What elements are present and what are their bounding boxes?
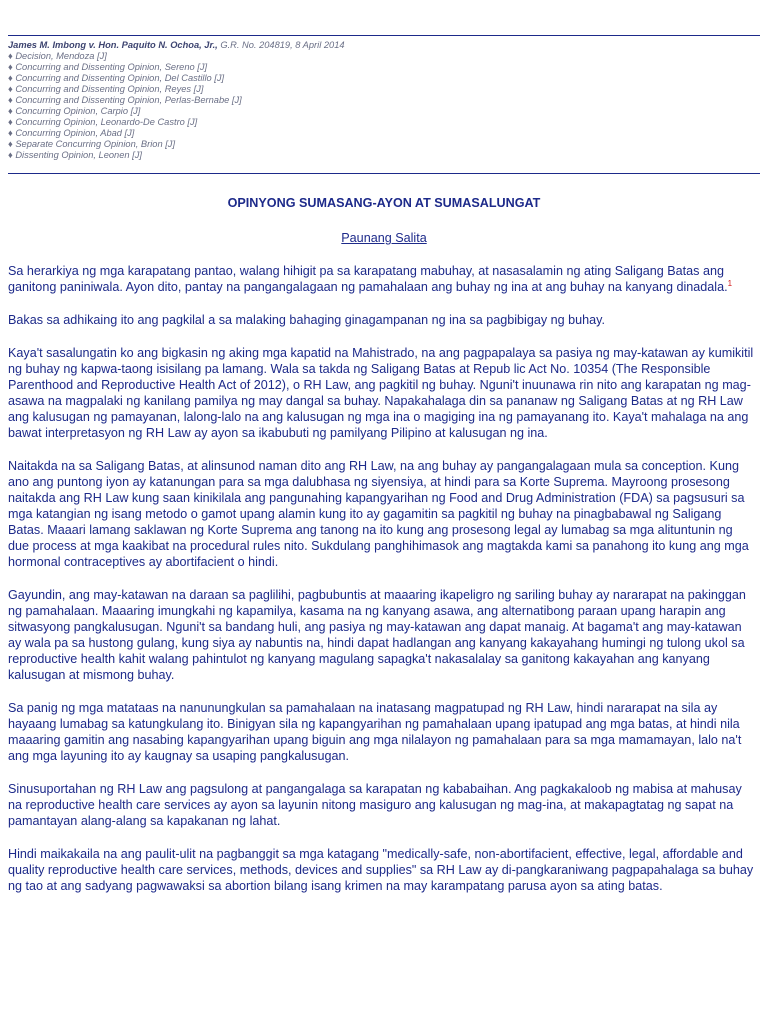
bullet-icon: ♦ [8,84,13,94]
opinion-link-leonen[interactable]: ♦ Dissenting Opinion, Leonen [J] [8,150,142,160]
top-divider [8,35,760,36]
opinion-link-leonardo-de-castro[interactable]: ♦ Concurring Opinion, Leonardo-De Castro [J] [8,117,198,127]
bullet-icon: ♦ [8,139,13,149]
bullet-icon: ♦ [8,95,13,105]
opinion-link-del-castillo[interactable]: ♦ Concurring and Dissenting Opinion, Del Castillo [J] [8,73,225,83]
bullet-icon: ♦ [8,128,13,138]
section-heading: Paunang Salita [341,231,427,245]
bullet-icon: ♦ [8,150,13,160]
footnote-link[interactable]: 1 [727,278,733,288]
header-divider [8,173,760,174]
paragraph: Sa panig ng mga matataas na nanunungkulan sa pamahalaan na inatasang magpatupad ng RH Law, hindi nararapat na sila ay hayaang lumabag sa katungkulang ito. Binigyan sila ng kapangyarihan ng pamahalaan upang ipatupad ang mga batas, at hindi nila maaaring gamitin ang nasabing kapangyarihan upang biguin ang mga nilalayon ng pamahalaan para sa mga mamamayan, lalo na't ang mga layuning ito ay kaugnay sa usaping pangkalusugan. [8,701,742,763]
bullet-icon: ♦ [8,73,13,83]
opinion-link-abad[interactable]: ♦ Concurring Opinion, Abad [J] [8,128,135,138]
paragraph: Sa herarkiya ng mga karapatang pantao, walang hihigit pa sa karapatang mabuhay, at nasasalamin ng ating Saligang Batas ang ganitong paniniwala. Ayon dito, pantay na pangangalagaan ng pamahalaan ang buhay ng ina at ang buhay na kanyang dinadala.$^1$ [8,264,733,294]
paragraph: Kaya't sasalungatin ko ang bigkasin ng aking mga kapatid na Mahistrado, na ang pagpapalaya sa pasiya ng may-katawan ay kumikitil ng buhay ng kapwa-taong isisilang pa lamang. Wala sa takda ng Saligang Batas at Repub lic Act No. 10354 (The Responsible Parenthood and Reproductive Health Act of 2012), o RH Law, ang pagkitil ng buhay. Nguni't inuunawa rin nito ang karapatan ng mag-asawa na magpalaki ng kanilang pamilya ng may dangal sa buhay. Napakahalaga din sa pananaw ng Saligang Batas at ng RH Law ang kalusugan ng pamayanan, lalong-lalo na ang kalusugan ng mga ina o magiging ina ng pamayanang ito. Kaya't mahalaga na ang bawat interpretasyon ng RH Law ay ayon sa ikabubuti ng pamilyang Pilipino at kalusugan ng ina. [8,346,754,440]
case-heading [8,40,760,51]
opinion-link-reyes[interactable]: ♦ Concurring and Dissenting Opinion, Reyes [J] [8,84,204,94]
paragraph: Gayundin, ang may-katawan na daraan sa paglilihi, pagbubuntis at maaaring ikapeligro ng sariling buhay ay nararapat na pakinggan ng pamahalaan. Maaaring imungkahi ng kapamilya, kasama na ng kanyang asawa, ang alternatibong paraan upang harapin ang sitwasyong pangkalusugan. Nguni't sa bandang huli, ang pasiya ng may-katawan ang dapat manaig. At bagama't ang may-katawan ay wala pa sa hustong gulang, kung siya ay nabuntis na, hindi dapat hadlangan ang kanyang kakayahang humingi ng tulong ukol sa reproductive health kahit walang pahintulot ng kanyang magulang sapagka't nakasalalay sa ganitong kakayahan ang kanyang kalusugan at mismong buhay. [8,588,746,682]
opinion-link-sereno[interactable]: ♦ Concurring and Dissenting Opinion, Sereno [J] [8,62,208,72]
bullet-icon: ♦ [8,62,13,72]
opinion-link-carpio[interactable]: ♦ Concurring Opinion, Carpio [J] [8,106,141,116]
paragraph: Bakas sa adhikaing ito ang pagkilal a sa malaking bahaging ginagampanan ng ina sa pagbibigay ng buhay. [8,313,606,327]
opinion-title: OPINYONG SUMASANG-AYON AT SUMASALUNGAT [227,196,541,210]
case-title-link[interactable]: James M. Imbong v. Hon. Paquito N. Ochoa, Jr., [8,40,218,50]
opinion-link-perlas-bernabe[interactable]: ♦ Concurring and Dissenting Opinion, Perlas-Bernabe [J] [8,95,242,105]
bullet-icon: ♦ [8,106,13,116]
case-citation: G.R. No. 204819, 8 April 2014 [217,40,345,50]
opinion-link-brion[interactable]: ♦ Separate Concurring Opinion, Brion [J] [8,139,176,149]
bullet-icon: ♦ [8,117,13,127]
paragraph: Naitakda na sa Saligang Batas, at alinsunod naman dito ang RH Law, na ang buhay ay pangangalagaan mula sa conception. Kung ano ang puntong iyon ay katanungan para sa mga dalubhasa ng siyensiya, at hindi para sa Korte Suprema. Mayroong prosesong naitakda ang RH Law kung saan kinikilala ang pangunahing kapangyarihan ng Food and Drug Administration (FDA) sa pagsusuri sa mga katangian ng isang metodo o gamot upang alamin kung ito ay gagamitin sa pagkitil ng buhay na pinagbabawal ng Saligang Batas. Maaari lamang saklawan ng Korte Suprema ang tanong na ito kung ang prosesong legal ay lumabag sa mga alituntunin ng due process at mga kaakibat na procedural rules nito. Sukdulang panghihimasok ang magtakda kami sa panahong ito kung ang mga hormonal contraceptives ay abortifacient o hindi. [8,459,749,569]
case-header [8,40,760,161]
opinion-link-decision[interactable]: ♦ Decision, Mendoza [J] [8,51,107,61]
opinion-body [8,263,756,911]
paragraph: Hindi maikakaila na ang paulit-ulit na pagbanggit sa mga katagang "medically-safe, non-abortifacient, effective, legal, affordable and quality reproductive health care services, methods, devices and supplies" sa RH Law ay di-pangkaraniwang pagpapahalaga sa buhay ng tao at ang sadyang pagwawaksi sa abortion bilang isang krimen na may karampatang parusa ayon sa ating batas. [8,847,754,893]
paragraph: Sinusuportahan ng RH Law ang pagsulong at pangangalaga sa karapatan ng kababaihan. Ang pagkakaloob ng mabisa at mahusay na reproductive health care services ay ayon sa layunin nitong masiguro ang kalusugan ng mag-ina, at makapagtatag ng sapat na pamantayan alang-alang sa kapakanan ng lahat. [8,782,742,828]
bullet-icon: ♦ [8,51,13,61]
